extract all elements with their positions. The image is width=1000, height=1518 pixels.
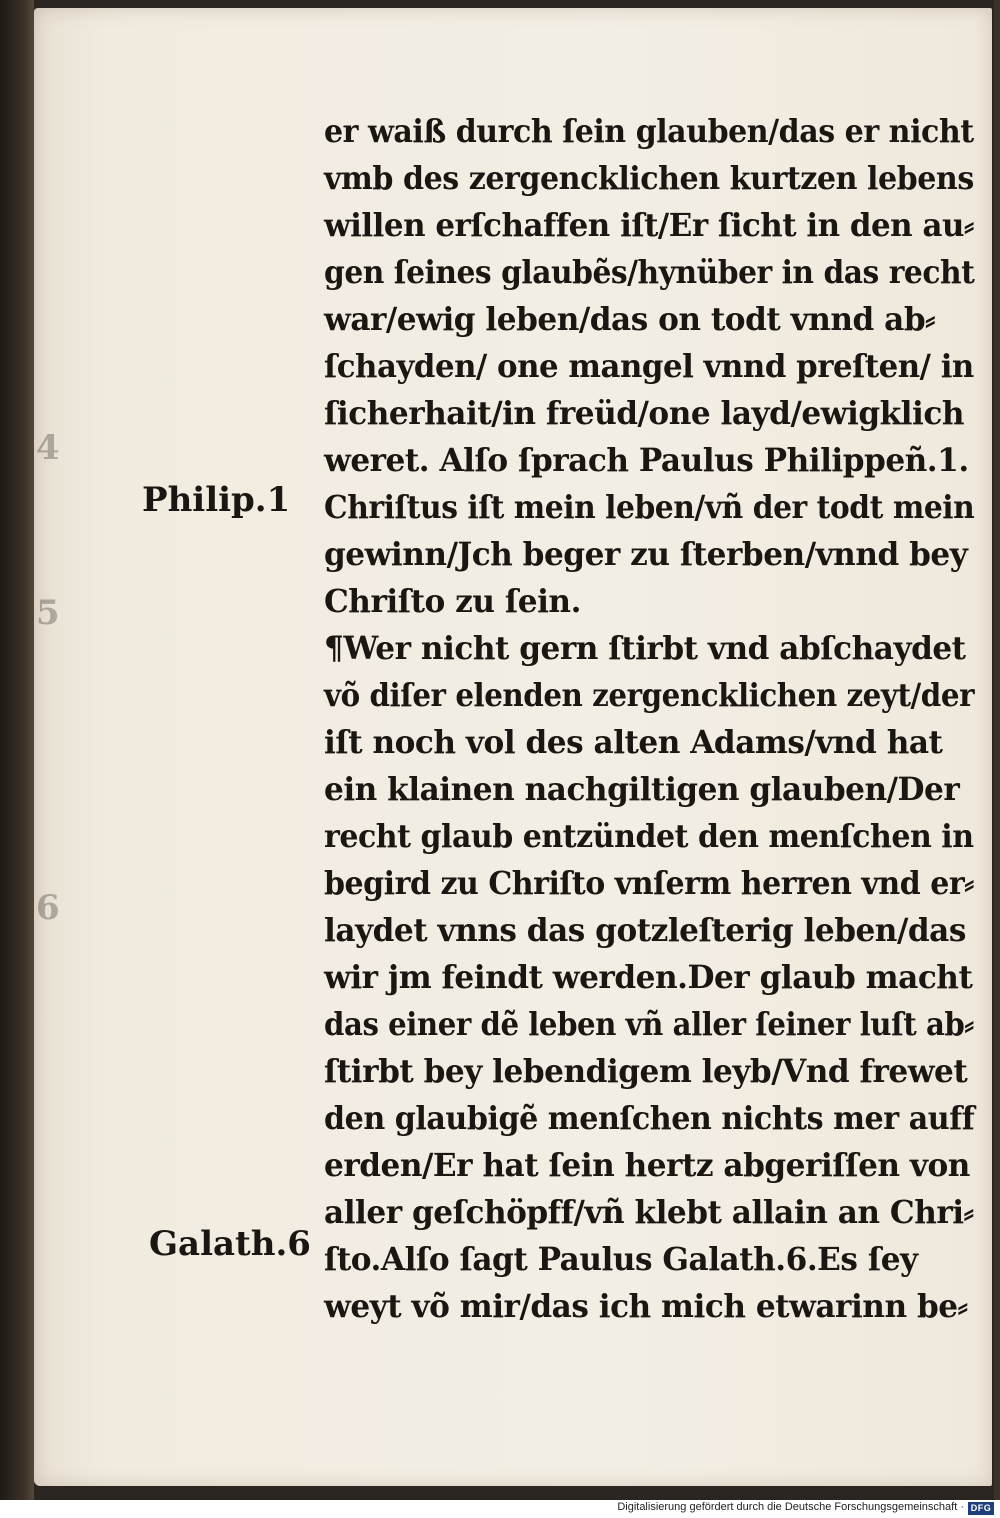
footer-credit-bar [0,1500,1000,1518]
bleed-through-mark: 5 [36,593,60,633]
scan-edge-right [994,0,1000,1500]
text-line: den glaubigẽ menſchen nichts mer auff [324,1099,975,1137]
text-line: willen erſchaffen iſt/Er ſicht in den au⸗ [324,206,974,244]
text-line: Chriſtus iſt mein leben/vñ der todt mein [324,488,975,526]
book-page [34,8,992,1486]
scan-edge-left [0,0,34,1500]
main-text-block [324,108,992,1330]
text-line: weret. Alſo ſprach Paulus Philippeñ.1. [324,441,969,479]
text-line: recht glaub entzündet den menſchen in [324,817,974,855]
text-line: ¶Wer nicht gern ſtirbt vnd abſchaydet [324,629,966,667]
text-line: gewinn/Jch beger zu ſterben/vnnd bey [324,535,968,573]
text-line: er waiß durch ſein glauben/das er nicht [324,112,974,150]
bleed-through-mark: 6 [36,888,60,928]
footer-credit-text: Digitalisierung gefördert durch die Deutsche Forschungsgemeinschaft · [617,1501,964,1513]
text-line: begird zu Chriſto vnſerm herren vnd er⸗ [324,864,974,902]
text-line: iſt noch vol des alten Adams/vnd hat [324,723,943,761]
text-line: võ diſer elenden zergencklichen zeyt/der [324,676,975,714]
text-line: ſtirbt bey lebendigem leyb/Vnd frewet [324,1052,968,1090]
dfg-logo: DFG [968,1502,994,1515]
text-line: Chriſto zu ſein. [324,582,581,620]
text-line: erden/Er hat ſein hertz abgeriſſen von [324,1146,970,1184]
text-line: weyt võ mir/das ich mich etwarinn be⸗ [324,1287,968,1325]
text-line: laydet vnns das gotzleſterig leben/das [324,911,966,949]
text-line: aller geſchöpff/vñ klebt allain an Chri⸗ [324,1193,974,1231]
text-line: das einer dẽ leben vñ aller ſeiner luſt ab⸗ [324,1005,974,1043]
text-line: gen ſeines glaubẽs/hynüber in das recht [324,253,975,291]
text-line: ſicherhait/in freüd/one layd/ewigklich [324,394,964,432]
text-line: ſchayden/ one mangel vnnd preſten/ in [324,347,974,385]
bleed-through-mark: 4 [36,428,60,468]
text-line: wir jm feindt werden.Der glaub macht [324,958,973,996]
marginal-note-philip: Philip.1 [142,480,291,520]
text-line: ein klainen nachgiltigen glauben/Der [324,770,960,808]
text-line: vmb des zergencklichen kurtzen lebens [324,159,974,197]
text-line: ſto.Alſo ſagt Paulus Galath.6.Es ſey [324,1240,918,1278]
marginal-note-galath: Galath.6 [149,1224,311,1264]
text-line: war/ewig leben/das on todt vnnd ab⸗ [324,300,936,338]
